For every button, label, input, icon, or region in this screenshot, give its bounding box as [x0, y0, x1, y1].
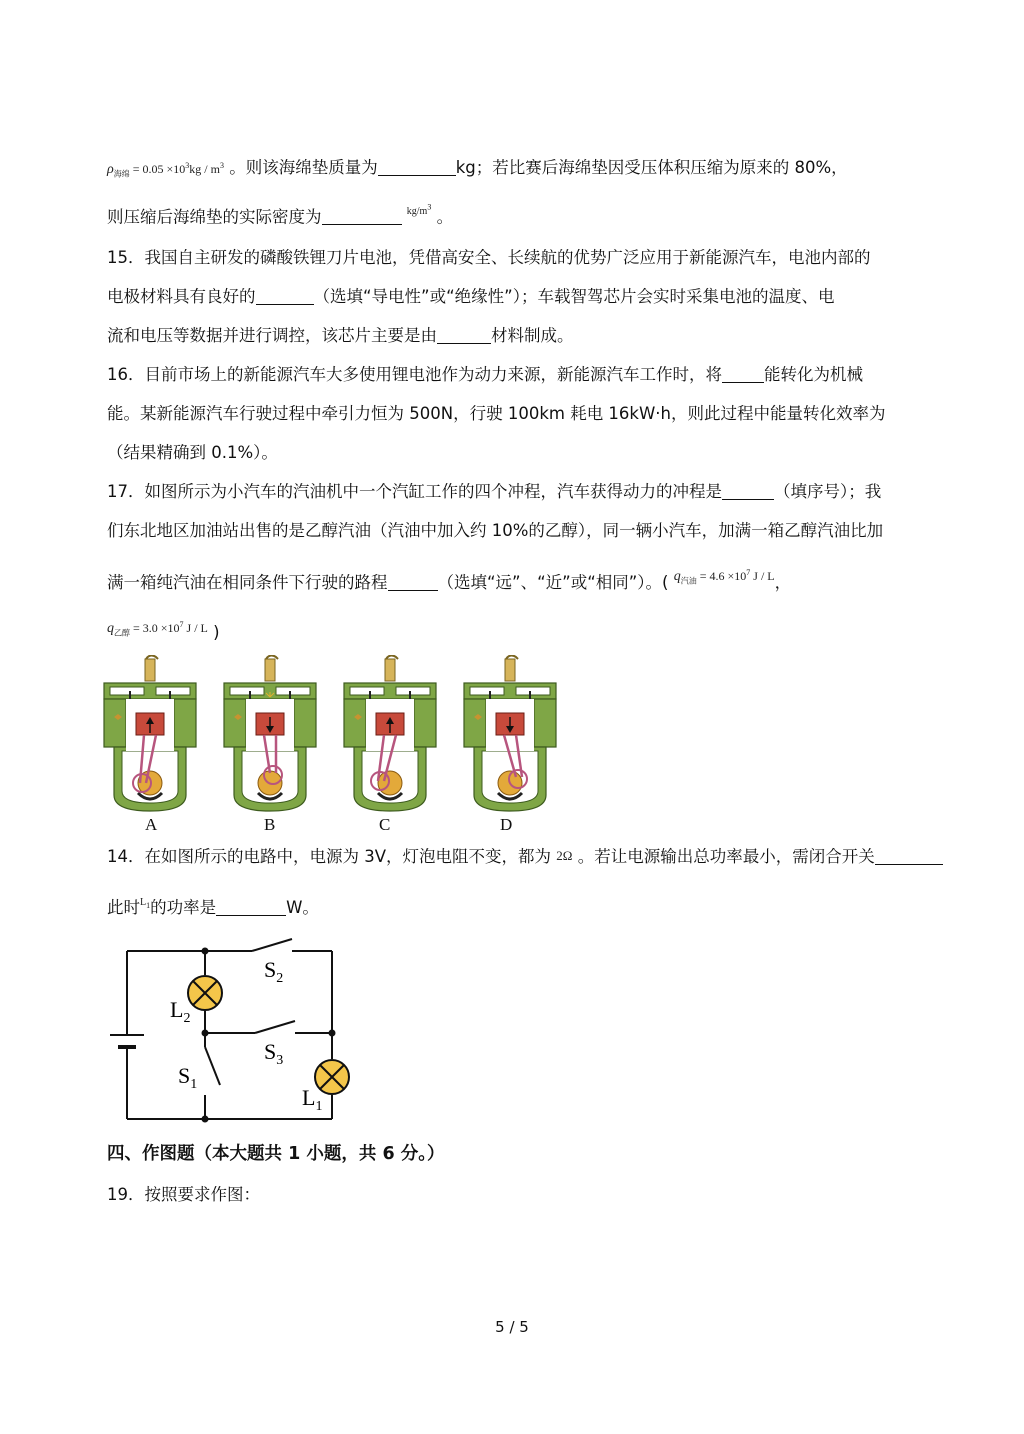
- lamp-l2: [188, 976, 222, 1010]
- junction-dot: [202, 948, 209, 955]
- engine-label-d: D: [500, 815, 513, 834]
- engine-strokes-figure: [100, 655, 560, 815]
- q15-line3: 流和电压等数据并进行调控，该芯片主要是由 材料制成。: [107, 326, 574, 345]
- label-l1: $L_1$: [302, 1085, 323, 1114]
- label-l2: $L_2$: [170, 997, 191, 1026]
- answer-blank[interactable]: [722, 366, 764, 383]
- q17-line2: 们东北地区加油站出售的是乙醇汽油（汽油中加入约 10%的乙醇），同一辆小汽车，加满一箱乙醇汽油比加: [107, 521, 884, 540]
- q15-line2: 电极材料具有良好的 （选填“导电性”或“绝缘性”）；车载智驾芯片会实时采集电池的温度、电: [107, 287, 835, 306]
- label-s1: $S_1$: [178, 1063, 198, 1092]
- answer-blank[interactable]: [875, 848, 943, 865]
- label-s3: $S_3$: [264, 1039, 284, 1068]
- gasoline-heat-value: q汽油 = 4.6 ×107 J / L: [673, 568, 775, 586]
- q17-line1: 17．如图所示为小汽车的汽油机中一个汽缸工作的四个冲程，汽车获得动力的冲程是 （填序号）；我: [107, 482, 882, 501]
- q14-line1: 14．在如图所示的电路中，电源为 3V，灯泡电阻不变，都为 2Ω 。若让电源输出总功率最小，需闭合开关: [107, 846, 943, 869]
- ohm-value: 2Ω: [556, 848, 573, 863]
- page-number: 5 / 5: [495, 1318, 529, 1336]
- q19-text: 19．按照要求作图：: [107, 1185, 260, 1204]
- q14-tail-line1: $\rho_{海绵} = 0.05 \times 10^3kg / m^3$ 。则该海绵垫质量为 kg；若比赛后海绵垫因受压体积压缩为原来的 80%，: [107, 158, 848, 179]
- q14-tail-line2: 则压缩后海绵垫的实际密度为 $^{kg/m^3}$ 。: [107, 203, 454, 227]
- q16-line1: 16．目前市场上的新能源汽车大多使用锂电池作为动力来源，新能源汽车工作时，将 能转化为机械: [107, 365, 863, 384]
- q16-line2: 能。某新能源汽车行驶过程中牵引力恒为 500N，行驶 100km 耗电 16kW·h，则此过程中能量转化效率为: [107, 404, 886, 423]
- junction-dot: [202, 1116, 209, 1123]
- answer-blank[interactable]: [437, 327, 491, 344]
- section4-title: 四、作图题（本大题共 1 小题，共 6 分。）: [107, 1144, 445, 1164]
- engine-label-c: C: [379, 815, 391, 834]
- q14-line2: 此时$^{L_1}$的功率是 W。: [107, 897, 319, 917]
- ethanol-heat-value: q乙醇 = 3.0 ×107 J / L: [107, 620, 208, 638]
- lamp-l1-symbol: L1: [140, 897, 151, 910]
- answer-blank[interactable]: [378, 159, 456, 176]
- answer-blank[interactable]: [216, 899, 286, 916]
- density-unit: kg/m3: [406, 203, 432, 218]
- lamp-l1: [315, 1060, 349, 1094]
- q15-line1: 15．我国自主研发的磷酸铁锂刀片电池，凭借高安全、长续航的优势广泛应用于新能源汽车，电池内部的: [107, 248, 871, 267]
- circuit-diagram: [100, 935, 370, 1130]
- q17-line3: 满一箱纯汽油在相同条件下行驶的路程 （选填“远”、“近”或“相同”）。( $^{q_{汽油} = 4.6 \times 10^7 J / L}$，: [107, 568, 792, 592]
- density-formula: $\rho_{海绵} = 0.05 \times 10^3kg / m^3$: [107, 161, 224, 179]
- engine-label-b: B: [264, 815, 276, 834]
- answer-blank[interactable]: [322, 208, 402, 225]
- q17-line4: $^{q_{乙醇} = 3.0 \times 10^7 J / L}$ ): [107, 620, 220, 642]
- answer-blank[interactable]: [256, 288, 314, 305]
- label-s2: $S_2$: [264, 957, 284, 986]
- engine-label-a: A: [145, 815, 158, 834]
- answer-blank[interactable]: [388, 574, 438, 591]
- junction-dot: [329, 1030, 336, 1037]
- q16-line3: （结果精确到 0.1%）。: [107, 443, 278, 462]
- answer-blank[interactable]: [722, 483, 774, 500]
- junction-dot: [202, 1030, 209, 1037]
